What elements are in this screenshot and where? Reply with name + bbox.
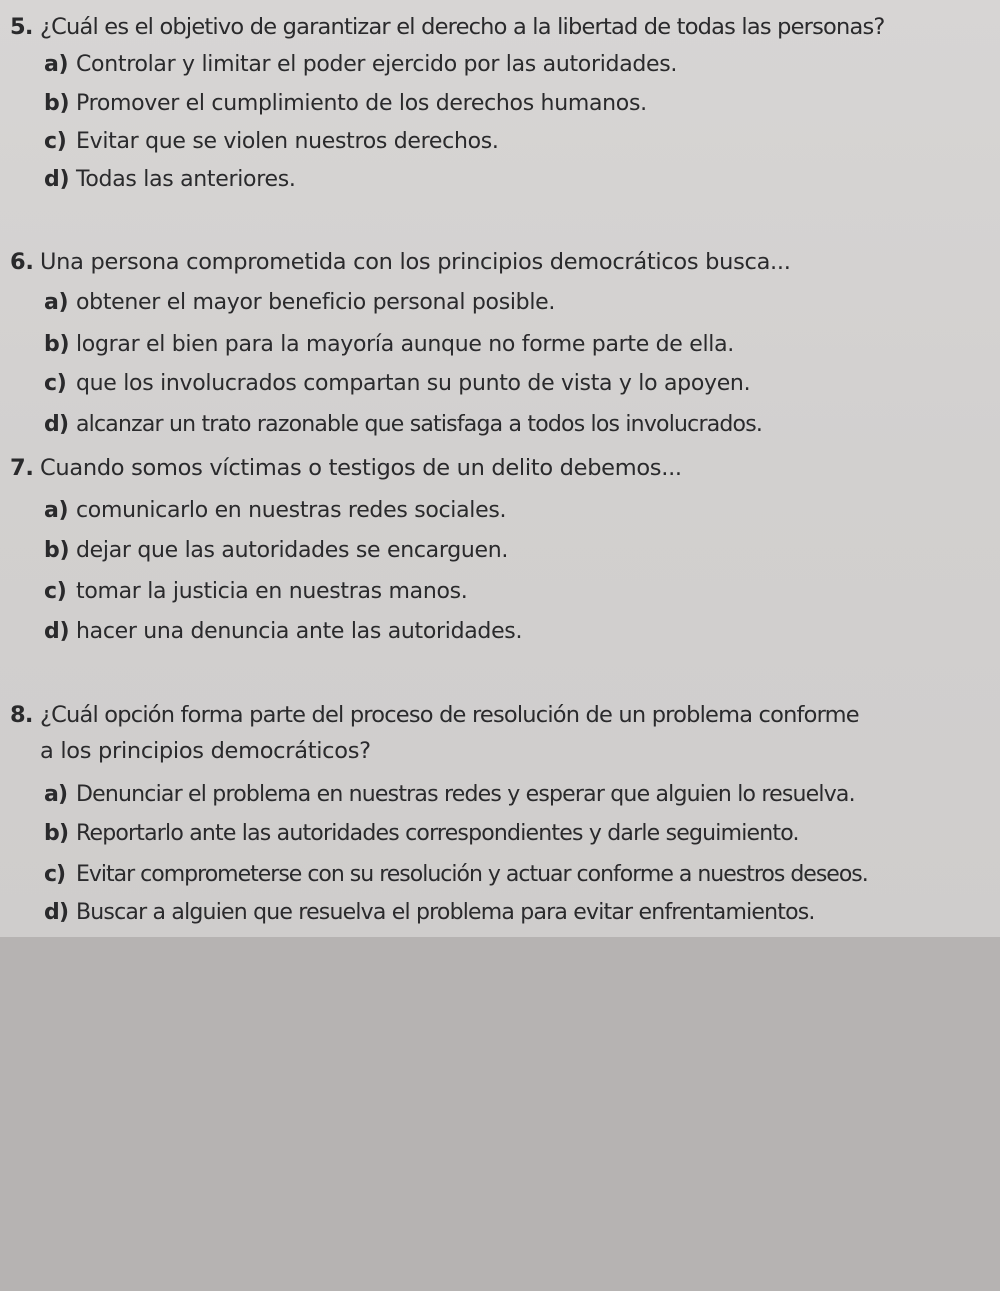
option-letter: c) [44,129,67,154]
option-8c [44,862,868,887]
option-5a [44,52,677,77]
question-8-continuation: a los principios democráticos? [40,738,371,764]
option-text: Reportarlo ante las autoridades correspondientes y darle seguimiento. [76,821,799,846]
option-6b [44,332,734,357]
option-5d [44,167,296,192]
option-text: comunicarlo en nuestras redes sociales. [76,498,507,523]
option-text: dejar que las autoridades se encarguen. [76,538,509,563]
option-6a [44,290,555,315]
option-text: Buscar a alguien que resuelva el problema para evitar enfrentamientos. [76,900,815,925]
option-letter: a) [44,290,69,315]
option-letter: c) [44,862,66,887]
question-text-line1: ¿Cuál opción forma parte del proceso de resolución de un problema conforme [40,702,859,728]
option-text: Todas las anteriores. [76,167,296,192]
option-text: hacer una denuncia ante las autoridades. [76,619,523,644]
question-text: ¿Cuál es el objetivo de garantizar el derecho a la libertad de todas las personas? [40,14,885,40]
blank-background-area [0,937,1000,1291]
option-7d [44,619,522,644]
question-8 [10,702,859,728]
option-5c [44,129,499,154]
question-6 [10,249,791,275]
option-letter: b) [44,91,70,116]
option-letter: d) [44,619,70,644]
option-letter: b) [44,821,69,846]
option-text: lograr el bien para la mayoría aunque no forme parte de ella. [76,332,734,357]
option-letter: a) [44,498,69,523]
option-text: Promover el cumplimiento de los derechos humanos. [76,91,647,116]
question-text: Una persona comprometida con los principios democráticos busca... [40,249,791,275]
option-8b [44,821,799,846]
option-8d [44,900,815,925]
question-number: 6. [10,249,34,275]
option-text: Controlar y limitar el poder ejercido por las autoridades. [76,52,678,77]
question-number: 8. [10,702,33,728]
option-letter: d) [44,167,70,192]
option-text: que los involucrados compartan su punto de vista y lo apoyen. [76,371,751,396]
option-text: tomar la justicia en nuestras manos. [76,579,468,604]
option-letter: d) [44,900,69,925]
question-text: Cuando somos víctimas o testigos de un delito debemos... [40,455,682,481]
question-7 [10,455,682,481]
option-text: Evitar comprometerse con su resolución y actuar conforme a nuestros deseos. [76,862,868,887]
option-8a [44,782,855,807]
option-letter: b) [44,538,70,563]
question-number: 7. [10,455,34,481]
option-letter: b) [44,332,70,357]
option-7b [44,538,508,563]
option-5b [44,91,647,116]
option-6c [44,371,750,396]
option-letter: a) [44,782,68,807]
question-number: 5. [10,14,33,40]
option-letter: d) [44,412,69,437]
question-5 [10,14,885,40]
option-text: Evitar que se violen nuestros derechos. [76,129,499,154]
option-text: alcanzar un trato razonable que satisfaga a todos los involucrados. [76,412,763,437]
option-text: obtener el mayor beneficio personal posible. [76,290,556,315]
option-text: Denunciar el problema en nuestras redes y esperar que alguien lo resuelva. [76,782,855,807]
option-letter: a) [44,52,69,77]
option-7c [44,579,468,604]
option-letter: c) [44,579,67,604]
option-7a [44,498,506,523]
option-letter: c) [44,371,67,396]
option-6d [44,412,762,437]
